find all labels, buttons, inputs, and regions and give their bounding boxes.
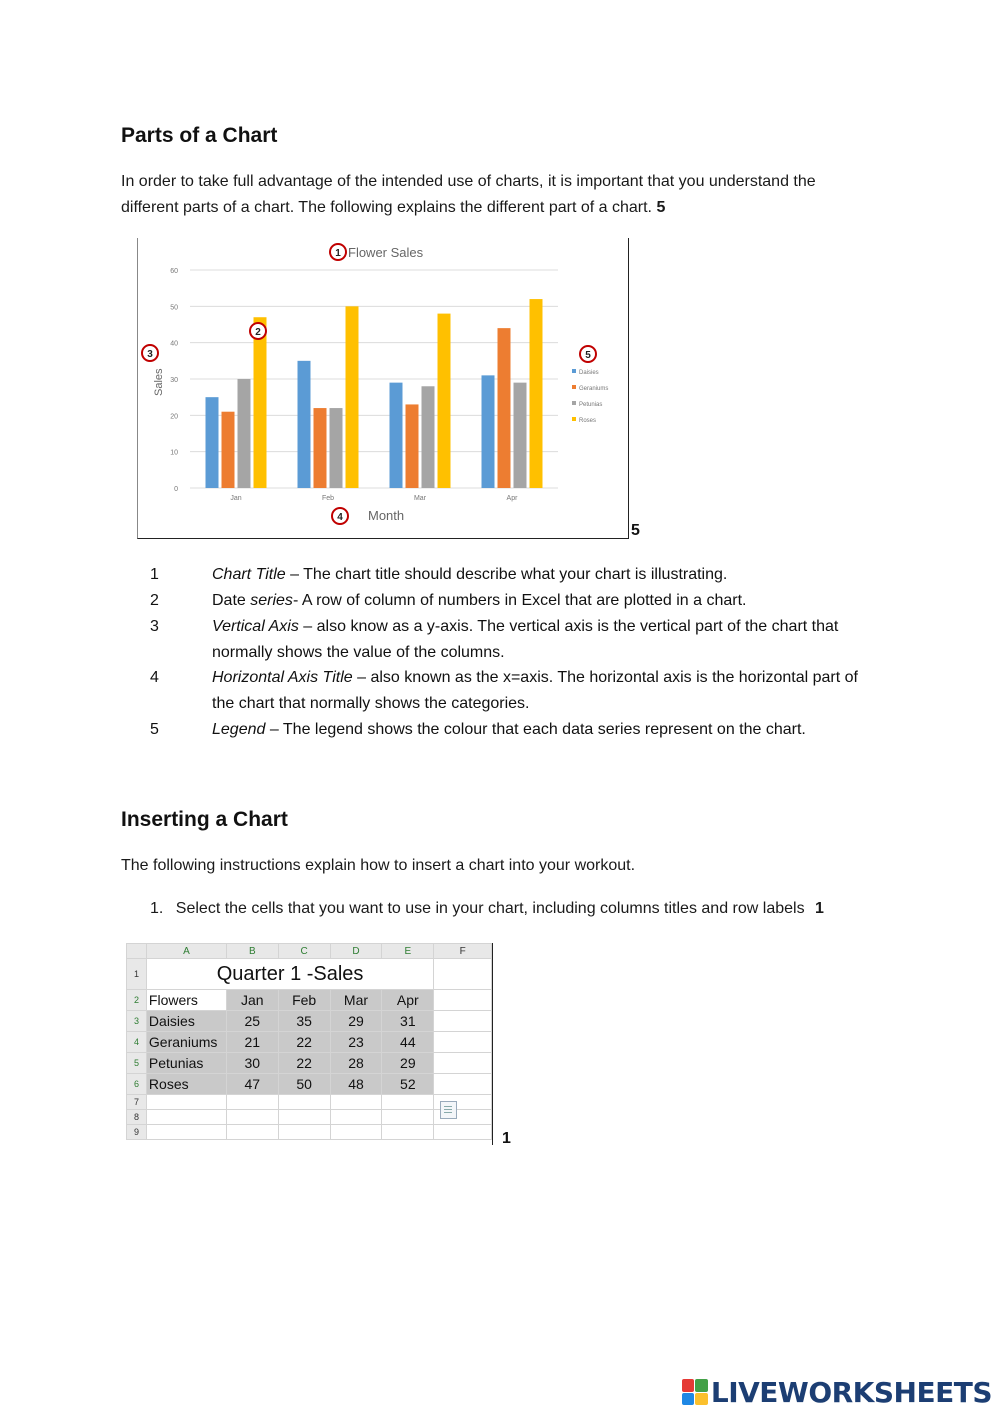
- parts-list-text: [212, 588, 882, 614]
- row-header[interactable]: 7: [127, 1095, 147, 1110]
- empty-cell[interactable]: [278, 1110, 330, 1125]
- data-cell[interactable]: 28: [330, 1053, 382, 1074]
- bar-roses-mar: [438, 314, 451, 488]
- data-cell[interactable]: 52: [382, 1074, 434, 1095]
- chart-title: Flower Sales: [348, 245, 424, 260]
- bar-geraniums-apr: [498, 328, 511, 488]
- data-cell[interactable]: 47: [226, 1074, 278, 1095]
- x-tick-label: Jan: [230, 495, 242, 502]
- sheet-answer: 1: [502, 1130, 511, 1147]
- legend-label: Petunias: [579, 402, 603, 408]
- empty-cell[interactable]: [434, 1011, 492, 1032]
- liveworksheets-logo-icon: [682, 1379, 708, 1405]
- parts-list-number: 1: [150, 566, 159, 583]
- parts-list-term: Vertical Axis: [212, 618, 299, 635]
- empty-cell[interactable]: [330, 1095, 382, 1110]
- data-cell[interactable]: 44: [382, 1032, 434, 1053]
- intro-line-2: [121, 195, 921, 221]
- data-cell[interactable]: 25: [226, 1011, 278, 1032]
- column-header[interactable]: F: [434, 944, 492, 959]
- empty-cell[interactable]: [226, 1110, 278, 1125]
- bar-geraniums-mar: [406, 404, 419, 488]
- x-tick-label: Feb: [321, 495, 335, 502]
- bar-geraniums-feb: [314, 408, 327, 488]
- legend-swatch-daisies: [572, 369, 576, 373]
- parts-list-separator: –: [298, 618, 317, 635]
- parts-list-number: 2: [150, 592, 159, 609]
- intro-line-1: In order to take full advantage of the intended use of charts, it is important that you understand the: [121, 173, 816, 190]
- empty-cell[interactable]: [382, 1125, 434, 1140]
- empty-cell[interactable]: [434, 1053, 492, 1074]
- sheet-corner[interactable]: [127, 944, 147, 959]
- header-cell[interactable]: Jan: [226, 990, 278, 1011]
- label-cell[interactable]: Geraniums: [146, 1032, 226, 1053]
- logo-text: LIVEWORKSHEETS: [710, 1375, 992, 1409]
- empty-cell[interactable]: [146, 1125, 226, 1140]
- empty-cell[interactable]: [330, 1125, 382, 1140]
- step-answer: 1: [815, 900, 824, 917]
- legend-label: Geraniums: [579, 386, 609, 392]
- data-cell[interactable]: 29: [330, 1011, 382, 1032]
- parts-list-text: [212, 562, 882, 588]
- empty-cell[interactable]: [146, 1110, 226, 1125]
- empty-cell[interactable]: [330, 1110, 382, 1125]
- header-cell[interactable]: Apr: [382, 990, 434, 1011]
- data-cell[interactable]: 30: [226, 1053, 278, 1074]
- bar-daisies-feb: [298, 361, 311, 488]
- inserting-intro: The following instructions explain how to insert a chart into your workout.: [121, 857, 636, 874]
- instruction-step-1: [150, 896, 910, 922]
- row-header[interactable]: 9: [127, 1125, 147, 1140]
- bar-roses-jan: [254, 317, 267, 488]
- row-header[interactable]: 8: [127, 1110, 147, 1125]
- parts-list-number: 4: [150, 669, 159, 686]
- intro-paragraph: [121, 169, 921, 221]
- spreadsheet-table: [126, 943, 492, 1140]
- bar-roses-feb: [346, 306, 359, 488]
- step-text: Select the cells that you want to use in your chart, including columns titles and row labels: [175, 900, 805, 917]
- data-cell[interactable]: 31: [382, 1011, 434, 1032]
- parts-list-separator: –: [352, 669, 371, 686]
- empty-cell[interactable]: [434, 990, 492, 1011]
- step-number: 1.: [150, 900, 164, 917]
- data-cell[interactable]: 50: [278, 1074, 330, 1095]
- data-cell[interactable]: 23: [330, 1032, 382, 1053]
- y-tick-label: 60: [170, 268, 178, 275]
- intro-line-2-text: different parts of a chart. The following explains the different part of a chart.: [121, 199, 652, 216]
- empty-cell[interactable]: [278, 1125, 330, 1140]
- row-header[interactable]: 1: [127, 959, 147, 990]
- bar-petunias-mar: [422, 386, 435, 488]
- bar-petunias-apr: [514, 383, 527, 488]
- empty-cell[interactable]: [226, 1125, 278, 1140]
- callout-number: 1: [335, 248, 341, 259]
- legend-swatch-petunias: [572, 401, 576, 405]
- section-heading-parts-of-chart: Parts of a Chart: [121, 124, 278, 147]
- row-header[interactable]: 4: [127, 1032, 147, 1053]
- parts-list-text: [212, 665, 882, 717]
- parts-list-term: Legend: [212, 721, 266, 738]
- liveworksheets-logo: [682, 1376, 992, 1408]
- empty-cell[interactable]: [382, 1110, 434, 1125]
- bar-daisies-apr: [482, 375, 495, 488]
- y-tick-label: 20: [170, 413, 178, 421]
- parts-list-prefix: Date: [212, 592, 251, 609]
- callout-number: 4: [337, 512, 343, 523]
- y-tick-label: 30: [170, 377, 178, 384]
- parts-list-number: 3: [150, 618, 159, 635]
- header-cell[interactable]: Mar: [330, 990, 382, 1011]
- legend-swatch-geraniums: [572, 385, 576, 389]
- parts-list-description: also known as the x=axis. The horizontal axis is the horizontal part of the chart that normally shows the categories.: [212, 669, 858, 712]
- label-cell[interactable]: Petunias: [146, 1053, 226, 1074]
- y-tick-label: 0: [174, 486, 178, 493]
- section-heading-inserting-chart: Inserting a Chart: [121, 808, 288, 831]
- chart-svg: [138, 238, 628, 538]
- sheet-title-cell[interactable]: Quarter 1 -Sales: [146, 959, 433, 990]
- data-cell[interactable]: 35: [278, 1011, 330, 1032]
- intro-answer: 5: [656, 199, 666, 216]
- bar-roses-apr: [530, 299, 543, 488]
- row-header[interactable]: 2: [127, 990, 147, 1011]
- parts-list-text: [212, 717, 882, 743]
- row-header[interactable]: 5: [127, 1053, 147, 1074]
- data-cell[interactable]: 21: [226, 1032, 278, 1053]
- column-header[interactable]: E: [382, 944, 434, 959]
- parts-list-separator: –: [285, 566, 304, 583]
- parts-list-number: 5: [150, 721, 159, 738]
- chart-answer: 5: [631, 522, 640, 539]
- row-header[interactable]: 6: [127, 1074, 147, 1095]
- column-header[interactable]: A: [146, 944, 226, 959]
- empty-cell[interactable]: [146, 1095, 226, 1110]
- callout-number: 2: [255, 327, 261, 338]
- bar-geraniums-jan: [222, 412, 235, 488]
- parts-list-term: Horizontal Axis Title: [212, 669, 353, 686]
- parts-list-description: The legend shows the colour that each data series represent on the chart.: [282, 721, 806, 738]
- x-tick-label: Apr: [506, 495, 518, 502]
- y-tick-label: 10: [170, 449, 178, 457]
- x-axis-title: Month: [368, 508, 405, 523]
- empty-cell[interactable]: [434, 1125, 492, 1140]
- header-cell[interactable]: Flowers: [146, 990, 226, 1011]
- y-tick-label: 40: [170, 340, 178, 348]
- header-cell[interactable]: Feb: [278, 990, 330, 1011]
- bar-daisies-jan: [206, 397, 219, 488]
- parts-list-separator: –: [265, 721, 283, 738]
- legend-label: Roses: [579, 418, 597, 424]
- column-header[interactable]: B: [226, 944, 278, 959]
- empty-cell[interactable]: [434, 959, 492, 990]
- parts-list-text: [212, 614, 882, 666]
- spreadsheet-screenshot: [126, 943, 493, 1145]
- column-header[interactable]: C: [278, 944, 330, 959]
- callout-number: 3: [147, 349, 153, 360]
- parts-list-term: series: [250, 592, 293, 609]
- parts-list-term: Chart Title: [212, 566, 286, 583]
- empty-cell[interactable]: [278, 1095, 330, 1110]
- y-tick-label: 50: [170, 304, 178, 312]
- empty-cell[interactable]: [226, 1095, 278, 1110]
- label-cell[interactable]: Daisies: [146, 1011, 226, 1032]
- legend-label: Daisies: [579, 370, 599, 376]
- parts-list-separator: -: [292, 592, 302, 609]
- data-cell[interactable]: 29: [382, 1053, 434, 1074]
- callout-number: 5: [585, 350, 591, 361]
- data-cell[interactable]: 22: [278, 1032, 330, 1053]
- label-cell[interactable]: Roses: [146, 1074, 226, 1095]
- column-header[interactable]: D: [330, 944, 382, 959]
- flower-sales-chart: [137, 238, 629, 539]
- parts-list-description: also know as a y-axis. The vertical axis is the vertical part of the chart that normally shows the value of the columns.: [212, 618, 839, 661]
- bar-petunias-feb: [330, 408, 343, 488]
- bar-petunias-jan: [238, 379, 251, 488]
- empty-cell[interactable]: [434, 1074, 492, 1095]
- empty-cell[interactable]: [382, 1095, 434, 1110]
- legend-swatch-roses: [572, 417, 576, 421]
- row-header[interactable]: 3: [127, 1011, 147, 1032]
- parts-list-description: The chart title should describe what your chart is illustrating.: [303, 566, 728, 583]
- x-tick-label: Mar: [413, 495, 427, 502]
- paste-options-icon: [440, 1101, 457, 1119]
- y-axis-title: Sales: [153, 368, 165, 396]
- data-cell[interactable]: 22: [278, 1053, 330, 1074]
- bar-daisies-mar: [390, 383, 403, 488]
- parts-list-description: A row of column of numbers in Excel that are plotted in a chart.: [301, 592, 747, 609]
- empty-cell[interactable]: [434, 1032, 492, 1053]
- data-cell[interactable]: 48: [330, 1074, 382, 1095]
